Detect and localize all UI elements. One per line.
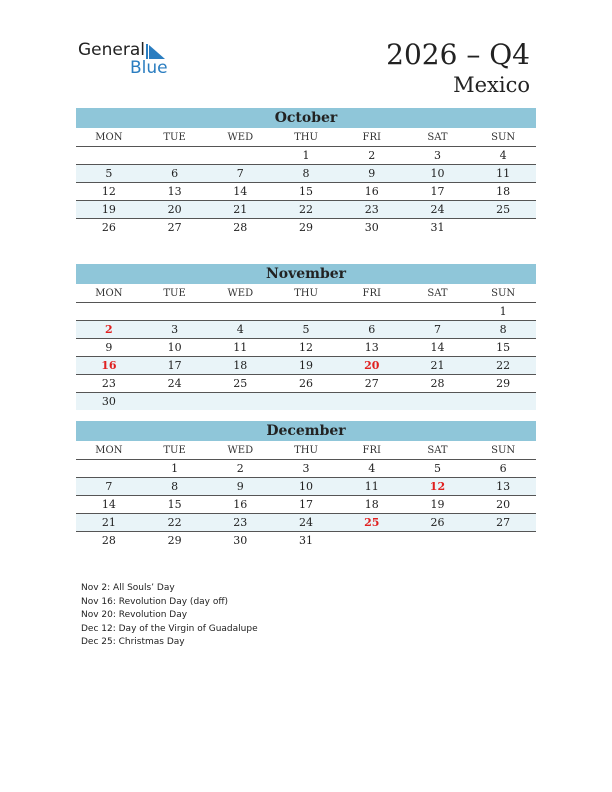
day-cell: 7 [433, 323, 441, 336]
day-cell: 25 [496, 203, 511, 216]
empty-day-cell [405, 532, 471, 549]
country-name: Mexico [453, 73, 530, 97]
empty-day-cell [339, 393, 405, 410]
day-cell: 16 [364, 185, 379, 198]
day-cell: 23 [233, 516, 248, 529]
day-cell: 19 [101, 203, 116, 216]
weekday-header-row [76, 128, 536, 147]
holiday-note: Nov 2: All Souls’ Day [81, 583, 175, 593]
empty-day-cell [207, 147, 273, 164]
day-cell: 5 [302, 323, 310, 336]
day-cell: 12 [101, 185, 116, 198]
day-cell: 9 [105, 341, 113, 354]
day-cell: 18 [364, 498, 379, 511]
day-cell: 8 [171, 480, 179, 493]
week-row [76, 357, 536, 375]
day-cell: 26 [101, 221, 116, 234]
day-cell: 15 [299, 185, 314, 198]
day-cell: 21 [233, 203, 248, 216]
logo-bar-mark [146, 44, 148, 59]
week-row [76, 321, 536, 339]
day-cell: 13 [364, 341, 379, 354]
holiday-note: Nov 16: Revolution Day (day off) [81, 596, 229, 607]
empty-day-cell [207, 393, 273, 410]
week-row [76, 532, 536, 549]
day-cell: 9 [236, 480, 244, 493]
day-cell: 14 [430, 341, 445, 354]
weekday-label: MON [95, 132, 123, 143]
day-cell: 10 [430, 167, 445, 180]
week-row [76, 165, 536, 183]
day-cell: 19 [430, 498, 445, 511]
empty-day-cell [339, 532, 405, 549]
weekday-label: SUN [491, 132, 516, 143]
weekday-header-row [76, 284, 536, 303]
week-row [76, 460, 536, 478]
empty-day-cell [470, 219, 536, 236]
page-title: 2026 – Q4 [386, 38, 530, 71]
day-cell: 2 [368, 149, 376, 162]
day-cell: 24 [299, 516, 314, 529]
day-cell: 25 [233, 377, 248, 390]
holiday-day-cell: 2 [105, 323, 113, 336]
day-cell: 29 [299, 221, 314, 234]
day-cell: 1 [499, 305, 507, 318]
weekday-label: TUE [163, 288, 186, 299]
empty-day-cell [76, 460, 142, 477]
weekday-label: TUE [163, 132, 186, 143]
day-cell: 10 [167, 341, 182, 354]
weekday-label: SAT [427, 445, 448, 456]
weekday-header-row [76, 441, 536, 460]
empty-day-cell [405, 393, 471, 410]
holiday-day-cell: 16 [101, 359, 117, 372]
weekday-label: THU [294, 132, 318, 143]
week-row [76, 375, 536, 393]
empty-day-cell [405, 303, 471, 320]
day-cell: 27 [364, 377, 379, 390]
day-cell: 3 [433, 149, 441, 162]
weekday-label: WED [227, 132, 254, 143]
holiday-day-cell: 12 [429, 480, 446, 493]
day-cell: 3 [302, 462, 310, 475]
weekday-label: THU [294, 288, 318, 299]
day-cell: 22 [167, 516, 182, 529]
day-cell: 29 [167, 534, 182, 547]
day-cell: 2 [236, 462, 244, 475]
day-cell: 5 [433, 462, 441, 475]
day-cell: 17 [299, 498, 314, 511]
day-cell: 20 [167, 203, 182, 216]
week-row [76, 147, 536, 165]
day-cell: 11 [364, 480, 379, 493]
day-cell: 14 [233, 185, 248, 198]
logo-triangle-icon [149, 45, 165, 59]
day-cell: 26 [299, 377, 314, 390]
empty-day-cell [273, 303, 339, 320]
holiday-day-cell: 20 [364, 359, 380, 372]
day-cell: 17 [430, 185, 445, 198]
day-cell: 6 [368, 323, 376, 336]
week-row [76, 478, 536, 496]
weekday-label: MON [95, 288, 123, 299]
empty-day-cell [273, 393, 339, 410]
day-cell: 16 [233, 498, 248, 511]
month-title: December [76, 421, 536, 441]
holiday-note: Nov 20: Revolution Day [81, 610, 188, 621]
day-cell: 7 [105, 480, 113, 493]
empty-day-cell [142, 147, 208, 164]
week-row [76, 339, 536, 357]
day-cell: 7 [236, 167, 244, 180]
day-cell: 22 [496, 359, 511, 372]
weekday-label: TUE [163, 445, 186, 456]
month-title: October [76, 108, 536, 128]
week-row [76, 303, 536, 321]
weekday-label: SUN [491, 445, 516, 456]
day-cell: 13 [496, 480, 511, 493]
day-cell: 11 [233, 341, 248, 354]
weekday-label: SAT [427, 288, 448, 299]
logo-general-text: General [78, 40, 145, 60]
day-cell: 20 [496, 498, 511, 511]
day-cell: 14 [101, 498, 116, 511]
day-cell: 5 [105, 167, 113, 180]
logo-blue-text: Blue [130, 58, 168, 78]
week-row [76, 219, 536, 236]
empty-day-cell [470, 393, 536, 410]
day-cell: 8 [499, 323, 507, 336]
week-row [76, 514, 536, 532]
weekday-label: FRI [362, 288, 381, 299]
day-cell: 15 [167, 498, 182, 511]
month-december [76, 421, 536, 549]
empty-day-cell [470, 532, 536, 549]
holiday-notes [81, 582, 258, 650]
day-cell: 10 [299, 480, 314, 493]
day-cell: 30 [233, 534, 248, 547]
day-cell: 1 [302, 149, 310, 162]
weekday-label: FRI [362, 132, 381, 143]
day-cell: 3 [171, 323, 179, 336]
day-cell: 4 [368, 462, 376, 475]
day-cell: 15 [496, 341, 511, 354]
day-cell: 28 [233, 221, 248, 234]
day-cell: 24 [167, 377, 182, 390]
day-cell: 28 [430, 377, 445, 390]
empty-day-cell [207, 303, 273, 320]
month-november [76, 264, 536, 410]
empty-day-cell [142, 393, 208, 410]
empty-day-cell [339, 303, 405, 320]
day-cell: 21 [101, 516, 116, 529]
empty-day-cell [76, 303, 142, 320]
day-cell: 23 [101, 377, 116, 390]
day-cell: 13 [167, 185, 182, 198]
empty-day-cell [76, 147, 142, 164]
week-row [76, 393, 536, 410]
day-cell: 27 [496, 516, 511, 529]
day-cell: 18 [233, 359, 248, 372]
month-october [76, 108, 536, 236]
day-cell: 19 [299, 359, 314, 372]
day-cell: 23 [364, 203, 379, 216]
day-cell: 12 [299, 341, 314, 354]
day-cell: 4 [499, 149, 507, 162]
day-cell: 17 [167, 359, 182, 372]
day-cell: 21 [430, 359, 445, 372]
day-cell: 22 [299, 203, 314, 216]
week-row [76, 496, 536, 514]
day-cell: 6 [499, 462, 507, 475]
day-cell: 31 [430, 221, 445, 234]
day-cell: 18 [496, 185, 511, 198]
week-row [76, 201, 536, 219]
day-cell: 4 [236, 323, 244, 336]
day-cell: 24 [430, 203, 445, 216]
day-cell: 30 [101, 395, 116, 408]
holiday-note: Dec 12: Day of the Virgin of Guadalupe [81, 623, 258, 634]
weekday-label: SUN [491, 288, 516, 299]
day-cell: 6 [171, 167, 179, 180]
day-cell: 28 [101, 534, 116, 547]
day-cell: 29 [496, 377, 511, 390]
day-cell: 31 [299, 534, 314, 547]
weekday-label: WED [227, 288, 254, 299]
day-cell: 8 [302, 167, 310, 180]
day-cell: 30 [364, 221, 379, 234]
empty-day-cell [142, 303, 208, 320]
weekday-label: THU [294, 445, 318, 456]
day-cell: 9 [368, 167, 376, 180]
weekday-label: SAT [427, 132, 448, 143]
weekday-label: MON [95, 445, 123, 456]
day-cell: 26 [430, 516, 445, 529]
month-title: November [76, 264, 536, 284]
holiday-day-cell: 25 [364, 516, 380, 529]
weekday-label: FRI [362, 445, 381, 456]
weekday-label: WED [227, 445, 254, 456]
day-cell: 1 [171, 462, 179, 475]
day-cell: 27 [167, 221, 182, 234]
day-cell: 11 [496, 167, 511, 180]
holiday-note: Dec 25: Christmas Day [81, 637, 185, 648]
week-row [76, 183, 536, 201]
